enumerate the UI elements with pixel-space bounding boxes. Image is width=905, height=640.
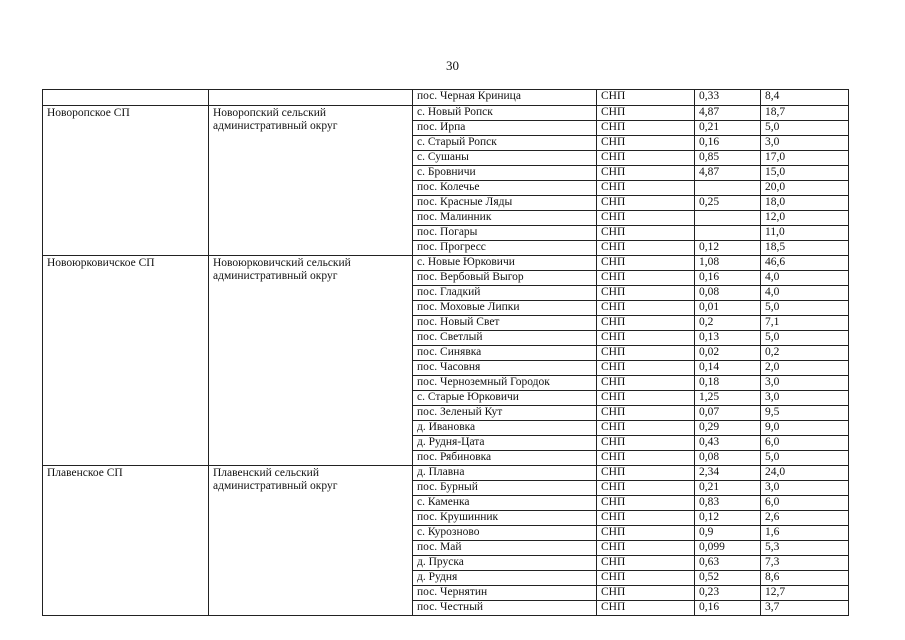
value2-cell: 3,0 <box>761 481 849 496</box>
value1-cell: 0,13 <box>695 331 761 346</box>
settlement-cell: с. Старые Юрковичи <box>413 391 597 406</box>
settlement-cell: пос. Ирпа <box>413 121 597 136</box>
type-cell: СНП <box>597 586 695 601</box>
type-cell: СНП <box>597 286 695 301</box>
settlement-cell: пос. Новый Свет <box>413 316 597 331</box>
value1-cell: 0,25 <box>695 196 761 211</box>
settlements-table <box>42 89 849 616</box>
value2-cell: 18,7 <box>761 106 849 121</box>
type-cell: СНП <box>597 121 695 136</box>
settlement-cell: пос. Погары <box>413 226 597 241</box>
type-cell: СНП <box>597 376 695 391</box>
type-cell: СНП <box>597 466 695 481</box>
table-row <box>43 466 849 481</box>
value2-cell: 2,6 <box>761 511 849 526</box>
type-cell: СНП <box>597 136 695 151</box>
table-row <box>43 256 849 271</box>
value2-cell: 8,4 <box>761 90 849 106</box>
type-cell: СНП <box>597 511 695 526</box>
settlement-cell: с. Каменка <box>413 496 597 511</box>
value1-cell: 0,33 <box>695 90 761 106</box>
value2-cell: 8,6 <box>761 571 849 586</box>
settlement-cell: пос. Гладкий <box>413 286 597 301</box>
value1-cell: 0,29 <box>695 421 761 436</box>
value2-cell: 6,0 <box>761 496 849 511</box>
settlement-cell: пос. Бурный <box>413 481 597 496</box>
district-cell <box>209 90 413 106</box>
value1-cell: 0,83 <box>695 496 761 511</box>
type-cell: СНП <box>597 406 695 421</box>
settlement-cell: пос. Чернятин <box>413 586 597 601</box>
type-cell: СНП <box>597 316 695 331</box>
settlement-cell: пос. Светлый <box>413 331 597 346</box>
value1-cell: 1,08 <box>695 256 761 271</box>
type-cell: СНП <box>597 601 695 616</box>
value1-cell: 0,2 <box>695 316 761 331</box>
table-row <box>43 90 849 106</box>
value1-cell: 0,16 <box>695 271 761 286</box>
value1-cell: 0,52 <box>695 571 761 586</box>
value2-cell: 3,0 <box>761 391 849 406</box>
type-cell: СНП <box>597 571 695 586</box>
value1-cell: 0,08 <box>695 451 761 466</box>
municipality-cell: Новоропское СП <box>43 106 209 256</box>
value2-cell: 11,0 <box>761 226 849 241</box>
page-number: 30 <box>446 58 459 73</box>
value2-cell: 5,0 <box>761 301 849 316</box>
value1-cell: 0,12 <box>695 241 761 256</box>
settlement-cell: д. Ивановка <box>413 421 597 436</box>
municipality-cell: Плавенское СП <box>43 466 209 616</box>
value2-cell: 3,7 <box>761 601 849 616</box>
value2-cell: 5,0 <box>761 121 849 136</box>
type-cell: СНП <box>597 421 695 436</box>
value1-cell: 0,18 <box>695 376 761 391</box>
type-cell: СНП <box>597 391 695 406</box>
type-cell: СНП <box>597 496 695 511</box>
settlement-cell: пос. Прогресс <box>413 241 597 256</box>
value2-cell: 18,0 <box>761 196 849 211</box>
settlement-cell: пос. Малинник <box>413 211 597 226</box>
settlement-cell: пос. Черноземный Городок <box>413 376 597 391</box>
settlement-cell: с. Новые Юрковичи <box>413 256 597 271</box>
type-cell: СНП <box>597 526 695 541</box>
value1-cell: 0,85 <box>695 151 761 166</box>
value1-cell: 0,07 <box>695 406 761 421</box>
type-cell: СНП <box>597 556 695 571</box>
value1-cell: 2,34 <box>695 466 761 481</box>
value2-cell: 4,0 <box>761 271 849 286</box>
value1-cell: 1,25 <box>695 391 761 406</box>
type-cell: СНП <box>597 451 695 466</box>
value2-cell: 12,0 <box>761 211 849 226</box>
value1-cell: 0,14 <box>695 361 761 376</box>
value2-cell: 9,5 <box>761 406 849 421</box>
type-cell: СНП <box>597 151 695 166</box>
municipality-cell: Новоюрковичское СП <box>43 256 209 466</box>
value2-cell: 6,0 <box>761 436 849 451</box>
value1-cell: 0,23 <box>695 586 761 601</box>
settlement-cell: пос. Вербовый Выгор <box>413 271 597 286</box>
settlement-cell: с. Новый Ропск <box>413 106 597 121</box>
value2-cell: 7,3 <box>761 556 849 571</box>
value2-cell: 12,7 <box>761 586 849 601</box>
table-row <box>43 106 849 121</box>
type-cell: СНП <box>597 90 695 106</box>
value2-cell: 5,0 <box>761 451 849 466</box>
settlement-cell: пос. Крушинник <box>413 511 597 526</box>
value1-cell: 0,16 <box>695 601 761 616</box>
settlement-cell: пос. Часовня <box>413 361 597 376</box>
value2-cell: 5,3 <box>761 541 849 556</box>
type-cell: СНП <box>597 256 695 271</box>
value1-cell: 0,21 <box>695 121 761 136</box>
settlement-cell: д. Рудня <box>413 571 597 586</box>
district-cell: Новоропский сельский административный округ <box>209 106 413 256</box>
type-cell: СНП <box>597 301 695 316</box>
value1-cell: 0,02 <box>695 346 761 361</box>
value2-cell: 7,1 <box>761 316 849 331</box>
type-cell: СНП <box>597 481 695 496</box>
value2-cell: 15,0 <box>761 166 849 181</box>
settlement-cell: пос. Зеленый Кут <box>413 406 597 421</box>
settlement-cell: пос. Красные Ляды <box>413 196 597 211</box>
municipality-cell <box>43 90 209 106</box>
value2-cell: 5,0 <box>761 331 849 346</box>
value1-cell: 0,12 <box>695 511 761 526</box>
settlement-cell: пос. Май <box>413 541 597 556</box>
type-cell: СНП <box>597 346 695 361</box>
district-cell: Плавенский сельский административный округ <box>209 466 413 616</box>
settlement-cell: пос. Черная Криница <box>413 90 597 106</box>
type-cell: СНП <box>597 331 695 346</box>
settlement-cell: д. Плавна <box>413 466 597 481</box>
value2-cell: 1,6 <box>761 526 849 541</box>
table-body <box>43 90 849 616</box>
type-cell: СНП <box>597 181 695 196</box>
type-cell: СНП <box>597 541 695 556</box>
type-cell: СНП <box>597 226 695 241</box>
settlement-cell: пос. Честный <box>413 601 597 616</box>
type-cell: СНП <box>597 271 695 286</box>
value1-cell: 0,099 <box>695 541 761 556</box>
value2-cell: 17,0 <box>761 151 849 166</box>
value2-cell: 20,0 <box>761 181 849 196</box>
settlement-cell: пос. Синявка <box>413 346 597 361</box>
type-cell: СНП <box>597 106 695 121</box>
type-cell: СНП <box>597 211 695 226</box>
value1-cell: 0,16 <box>695 136 761 151</box>
value1-cell <box>695 181 761 196</box>
value2-cell: 46,6 <box>761 256 849 271</box>
value1-cell: 0,63 <box>695 556 761 571</box>
type-cell: СНП <box>597 166 695 181</box>
district-cell: Новоюрковичский сельский административный округ <box>209 256 413 466</box>
value2-cell: 4,0 <box>761 286 849 301</box>
value1-cell: 0,08 <box>695 286 761 301</box>
value2-cell: 9,0 <box>761 421 849 436</box>
value1-cell: 0,01 <box>695 301 761 316</box>
value1-cell: 0,9 <box>695 526 761 541</box>
type-cell: СНП <box>597 196 695 211</box>
settlement-cell: пос. Колечье <box>413 181 597 196</box>
settlement-cell: д. Рудня-Цата <box>413 436 597 451</box>
value2-cell: 3,0 <box>761 136 849 151</box>
settlement-cell: д. Пруска <box>413 556 597 571</box>
settlement-cell: с. Сушаны <box>413 151 597 166</box>
type-cell: СНП <box>597 436 695 451</box>
value1-cell: 0,43 <box>695 436 761 451</box>
value1-cell: 4,87 <box>695 106 761 121</box>
type-cell: СНП <box>597 241 695 256</box>
value1-cell <box>695 211 761 226</box>
value2-cell: 18,5 <box>761 241 849 256</box>
value1-cell: 4,87 <box>695 166 761 181</box>
value2-cell: 0,2 <box>761 346 849 361</box>
value1-cell <box>695 226 761 241</box>
settlement-cell: пос. Моховые Липки <box>413 301 597 316</box>
value2-cell: 2,0 <box>761 361 849 376</box>
value2-cell: 24,0 <box>761 466 849 481</box>
type-cell: СНП <box>597 361 695 376</box>
settlement-cell: с. Старый Ропск <box>413 136 597 151</box>
settlement-cell: пос. Рябиновка <box>413 451 597 466</box>
settlement-cell: с. Курозново <box>413 526 597 541</box>
value1-cell: 0,21 <box>695 481 761 496</box>
value2-cell: 3,0 <box>761 376 849 391</box>
settlement-cell: с. Бровничи <box>413 166 597 181</box>
